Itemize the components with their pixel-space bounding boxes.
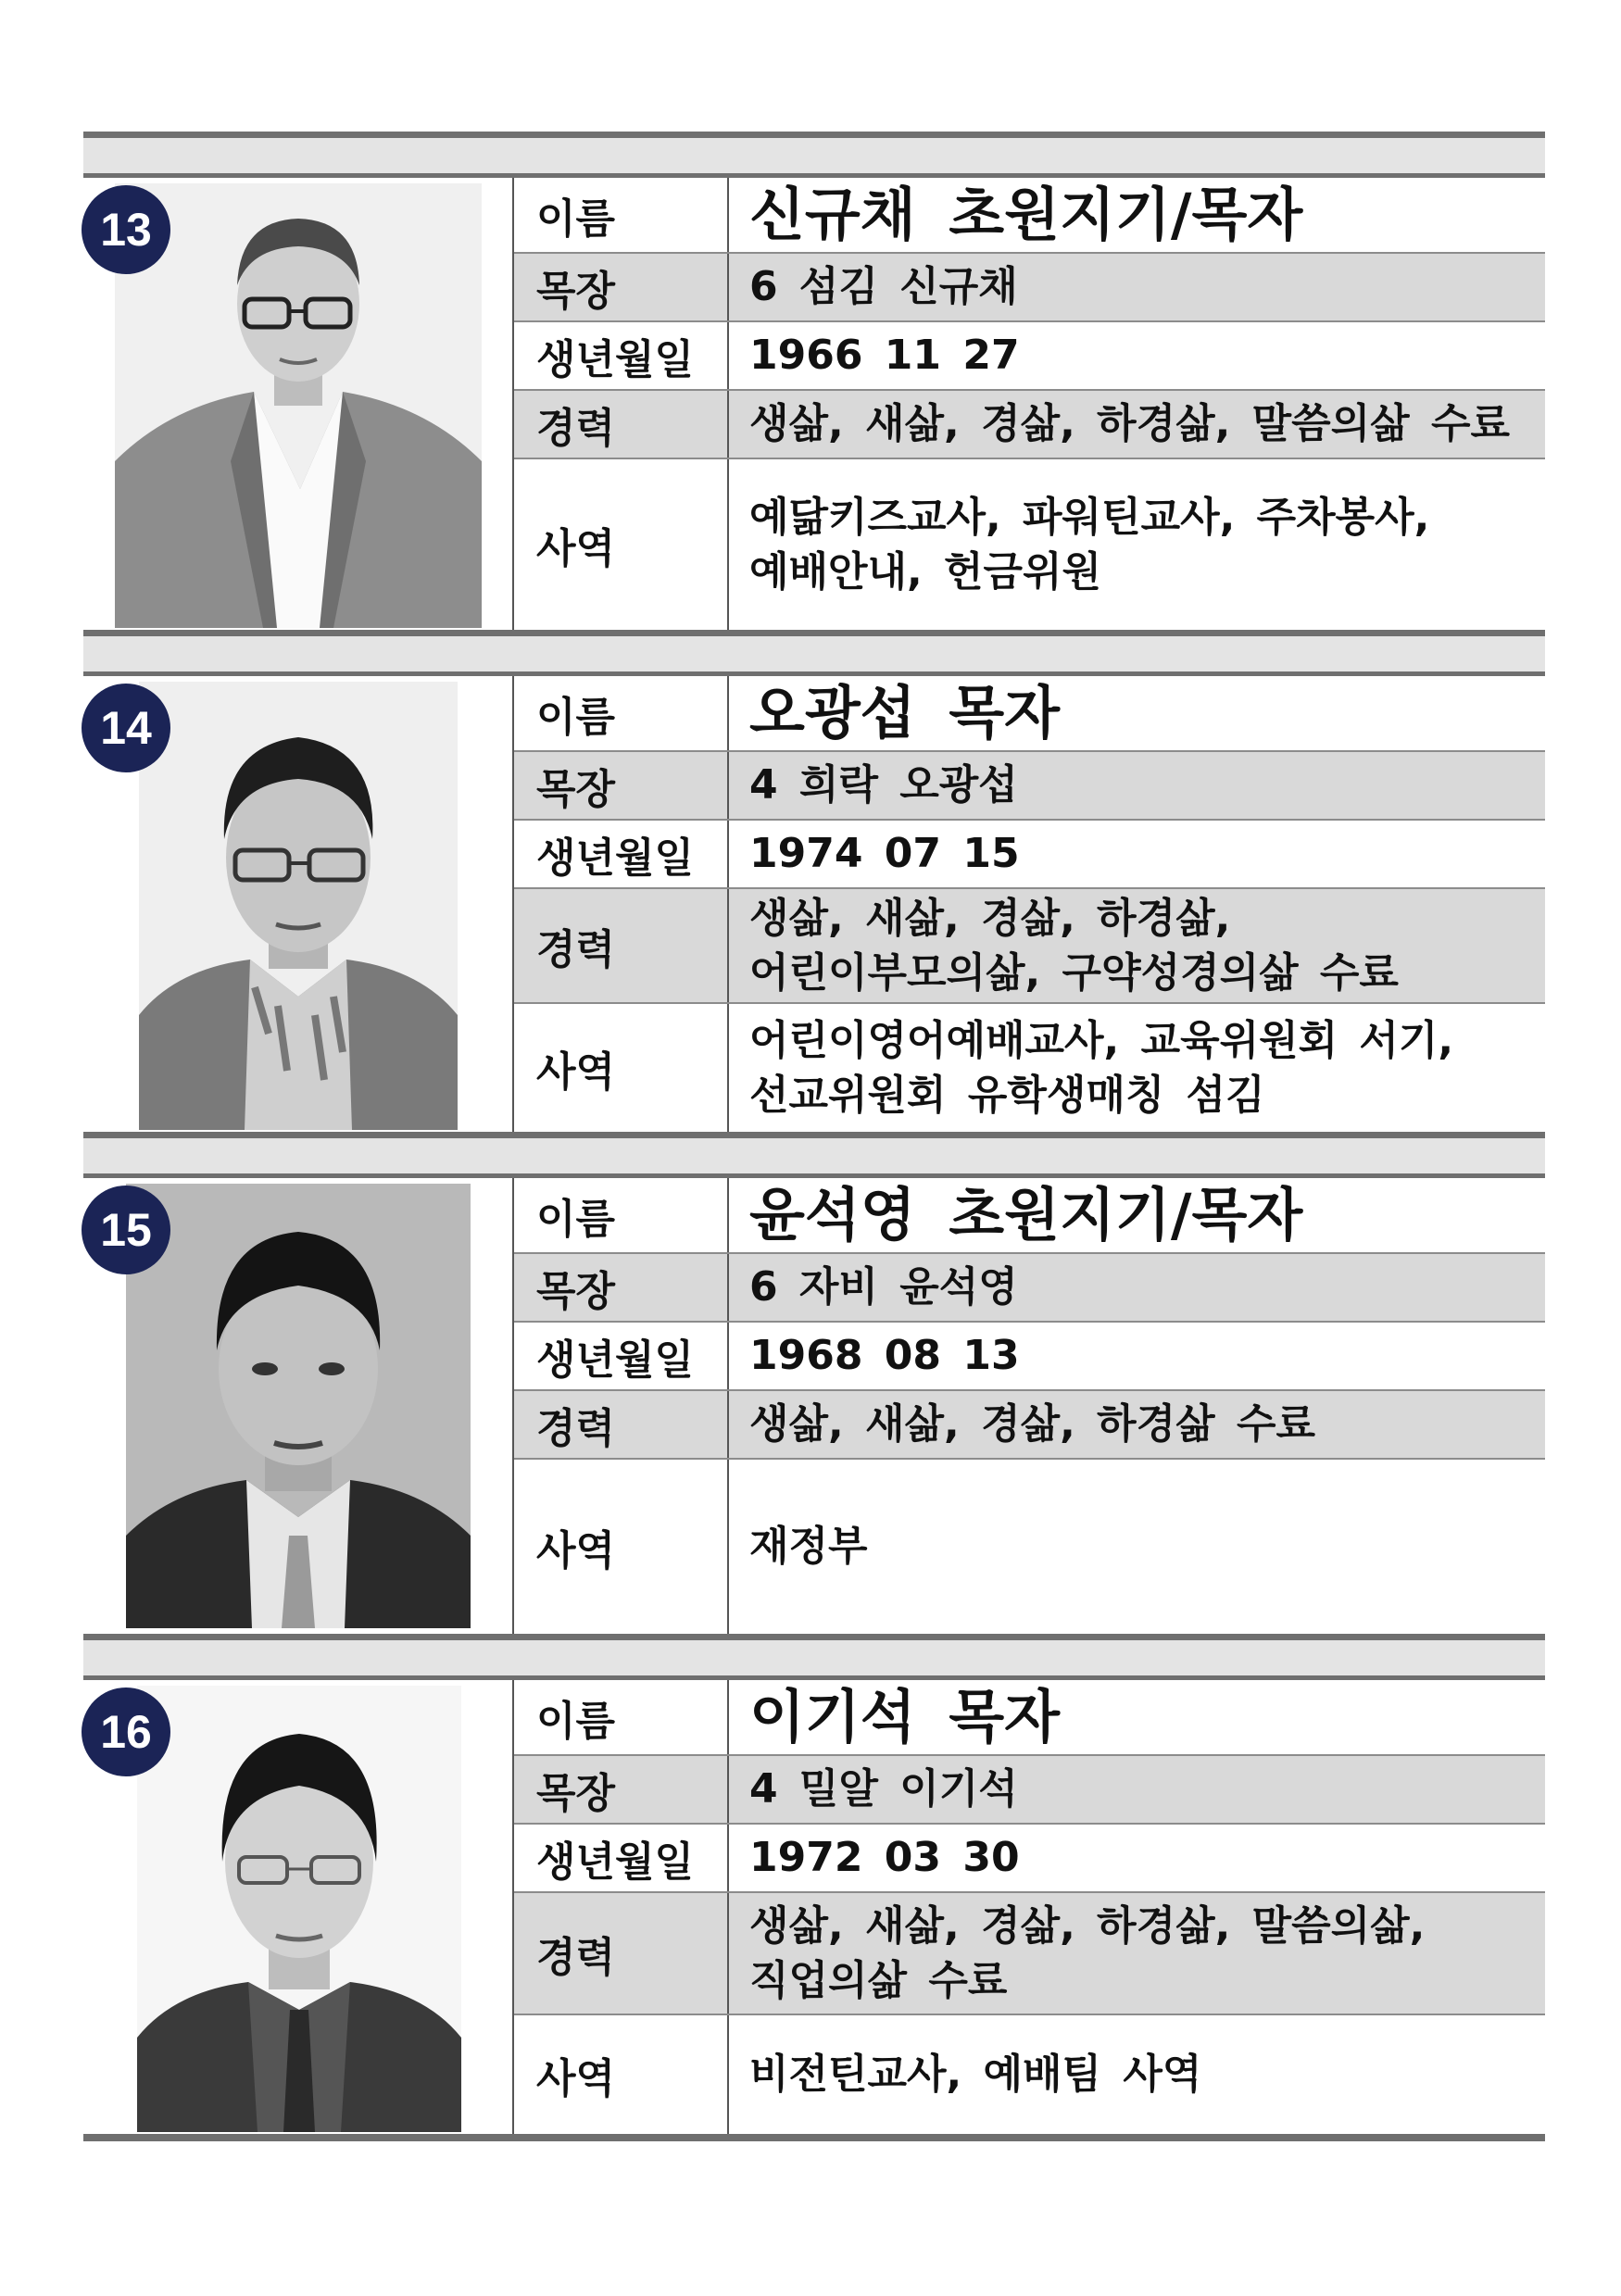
label-career: 경력 bbox=[514, 889, 729, 1002]
info-row-career bbox=[514, 391, 1545, 459]
value-birth: 1966 11 27 bbox=[749, 332, 1020, 380]
label-career: 경력 bbox=[514, 1893, 729, 2014]
label-ministry: 사역 bbox=[514, 1004, 729, 1132]
portrait-photo bbox=[126, 1184, 471, 1628]
label-career: 경력 bbox=[514, 1391, 729, 1458]
value-birth: 1968 08 13 bbox=[749, 1332, 1020, 1380]
label-mokjang: 목장 bbox=[514, 1254, 729, 1321]
portrait-photo bbox=[115, 183, 482, 628]
value-birth: 1974 07 15 bbox=[749, 830, 1020, 878]
portrait-photo bbox=[139, 682, 458, 1130]
label-mokjang: 목장 bbox=[514, 254, 729, 320]
value-career: 생삶, 새삶, 경삶, 하경삶 수료 bbox=[749, 1400, 1315, 1449]
value-mokjang: 4 희락 오광섭 bbox=[749, 761, 1018, 809]
label-name: 이름 bbox=[514, 1178, 729, 1252]
info-row-mokjang bbox=[514, 752, 1545, 821]
value-mokjang: 6 섬김 신규채 bbox=[749, 263, 1018, 311]
profile-card bbox=[83, 1178, 1545, 1634]
photo-cell bbox=[83, 676, 514, 1132]
label-birth: 생년월일 bbox=[514, 1323, 729, 1389]
value-ministry: 어린이영어예배교사, 교육위원회 서기, 선교위원회 유학생매칭 섬김 bbox=[749, 1016, 1454, 1119]
value-name: 신규채 초원지기/목자 bbox=[749, 181, 1303, 249]
info-row-birth bbox=[514, 322, 1545, 391]
photo-cell bbox=[83, 1178, 514, 1634]
value-career: 생삶, 새삶, 경삶, 하경삶, 말씀의삶 수료 bbox=[749, 400, 1511, 448]
label-mokjang: 목장 bbox=[514, 752, 729, 819]
value-ministry: 예닮키즈교사, 파워틴교사, 주차봉사, 예배안내, 헌금위원 bbox=[749, 493, 1430, 596]
info-table bbox=[514, 1178, 1545, 1634]
info-row-birth bbox=[514, 1323, 1545, 1391]
info-row-ministry bbox=[514, 2015, 1545, 2134]
label-name: 이름 bbox=[514, 1680, 729, 1754]
section-divider bbox=[83, 1634, 1545, 1680]
profile-number-badge: 16 bbox=[82, 1687, 170, 1776]
value-ministry: 비전틴교사, 예배팀 사역 bbox=[749, 2051, 1202, 2099]
label-career: 경력 bbox=[514, 391, 729, 458]
profile-number-badge: 13 bbox=[82, 185, 170, 274]
value-mokjang: 6 자비 윤석영 bbox=[749, 1263, 1018, 1311]
label-birth: 생년월일 bbox=[514, 1825, 729, 1891]
info-table bbox=[514, 676, 1545, 1132]
profile-number-badge: 15 bbox=[82, 1186, 170, 1274]
label-birth: 생년월일 bbox=[514, 821, 729, 887]
info-row-ministry bbox=[514, 1460, 1545, 1634]
info-row-career bbox=[514, 1391, 1545, 1460]
label-ministry: 사역 bbox=[514, 2015, 729, 2134]
info-row-name bbox=[514, 178, 1545, 254]
profile-list bbox=[83, 132, 1545, 2141]
label-name: 이름 bbox=[514, 178, 729, 252]
portrait-photo bbox=[137, 1686, 461, 2132]
info-row-ministry bbox=[514, 459, 1545, 630]
info-row-mokjang bbox=[514, 254, 1545, 322]
info-row-birth bbox=[514, 1825, 1545, 1893]
label-ministry: 사역 bbox=[514, 1460, 729, 1634]
label-birth: 생년월일 bbox=[514, 322, 729, 389]
value-ministry: 재정부 bbox=[749, 1523, 868, 1571]
value-career: 생삶, 새삶, 경삶, 하경삶, 말씀의삶, 직업의삶 수료 bbox=[749, 1901, 1426, 2004]
info-row-birth bbox=[514, 821, 1545, 889]
photo-cell bbox=[83, 178, 514, 630]
info-row-name bbox=[514, 676, 1545, 752]
value-name: 오광섭 목자 bbox=[749, 679, 1061, 747]
section-divider bbox=[83, 1132, 1545, 1178]
photo-cell bbox=[83, 1680, 514, 2134]
label-ministry: 사역 bbox=[514, 459, 729, 630]
bottom-rule bbox=[83, 2134, 1545, 2141]
label-mokjang: 목장 bbox=[514, 1756, 729, 1823]
info-row-mokjang bbox=[514, 1756, 1545, 1825]
info-row-name bbox=[514, 1178, 1545, 1254]
info-row-ministry bbox=[514, 1004, 1545, 1132]
profile-card bbox=[83, 676, 1545, 1132]
value-name: 이기석 목자 bbox=[749, 1683, 1061, 1751]
info-row-career bbox=[514, 889, 1545, 1004]
value-birth: 1972 03 30 bbox=[749, 1834, 1020, 1882]
info-table bbox=[514, 178, 1545, 630]
section-divider bbox=[83, 630, 1545, 676]
info-table bbox=[514, 1680, 1545, 2134]
info-row-name bbox=[514, 1680, 1545, 1756]
value-mokjang: 4 밀알 이기석 bbox=[749, 1765, 1018, 1813]
value-name: 윤석영 초원지기/목자 bbox=[749, 1181, 1303, 1249]
value-career: 생삶, 새삶, 경삶, 하경삶, 어린이부모의삶, 구약성경의삶 수료 bbox=[749, 894, 1399, 997]
label-name: 이름 bbox=[514, 676, 729, 750]
profile-card bbox=[83, 1680, 1545, 2134]
profile-number-badge: 14 bbox=[82, 684, 170, 772]
section-divider bbox=[83, 132, 1545, 178]
profile-card bbox=[83, 178, 1545, 630]
info-row-mokjang bbox=[514, 1254, 1545, 1323]
info-row-career bbox=[514, 1893, 1545, 2015]
